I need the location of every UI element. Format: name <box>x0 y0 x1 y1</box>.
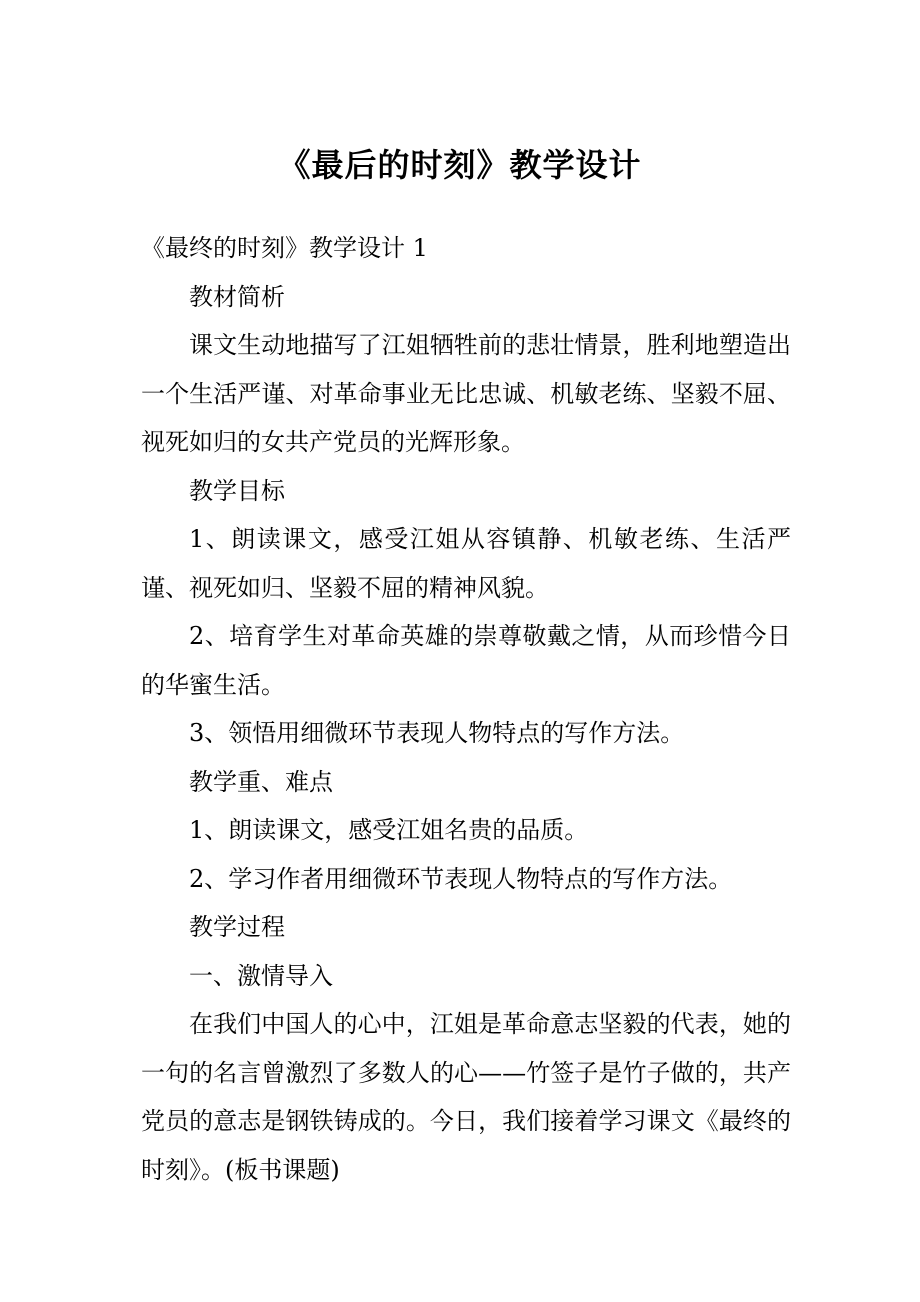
heading-key-points: 教学重、难点 <box>189 767 333 796</box>
heading-teaching-goals: 教学目标 <box>189 476 285 505</box>
goal-item-2: 2、培育学生对革命英雄的崇尊敬戴之情，从而珍惜今日的华蜜生活。 <box>141 622 791 699</box>
process-step-heading: 一、激情导入 <box>189 961 333 990</box>
paragraph-introduction: 在我们中国人的心中，江姐是革命意志坚毅的代表，她的一句的名言曾激烈了多数人的心——竹签子是竹子做的，共产党员的意志是钢铁铸成的。今日，我们接着学习课文《最终的时刻》。(板书课题) <box>141 1010 791 1184</box>
paragraph-textbook-analysis: 课文生动地描写了江姐牺牲前的悲壮情景，胜利地塑造出一个生活严谨、对革命事业无比忠诚、机敏老练、坚毅不屈、视死如归的女共产党员的光辉形象。 <box>141 331 791 456</box>
key-point-item-1: 1、朗读课文，感受江姐名贵的品质。 <box>189 816 589 844</box>
key-point-item-2: 2、学习作者用细微环节表现人物特点的写作方法。 <box>189 864 733 893</box>
document-title: 《最后的时刻》教学设计 <box>278 146 642 184</box>
section-subtitle: 《最终的时刻》教学设计 1 <box>141 234 428 262</box>
heading-textbook-analysis: 教材简析 <box>189 282 285 311</box>
goal-item-3: 3、领悟用细微环节表现人物特点的写作方法。 <box>189 719 685 747</box>
document-body <box>141 224 791 1194</box>
heading-teaching-process: 教学过程 <box>189 913 285 941</box>
goal-item-1: 1、朗读课文，感受江姐从容镇静、机敏老练、生活严谨、视死如归、坚毅不屈的精神风貌。 <box>141 525 791 602</box>
